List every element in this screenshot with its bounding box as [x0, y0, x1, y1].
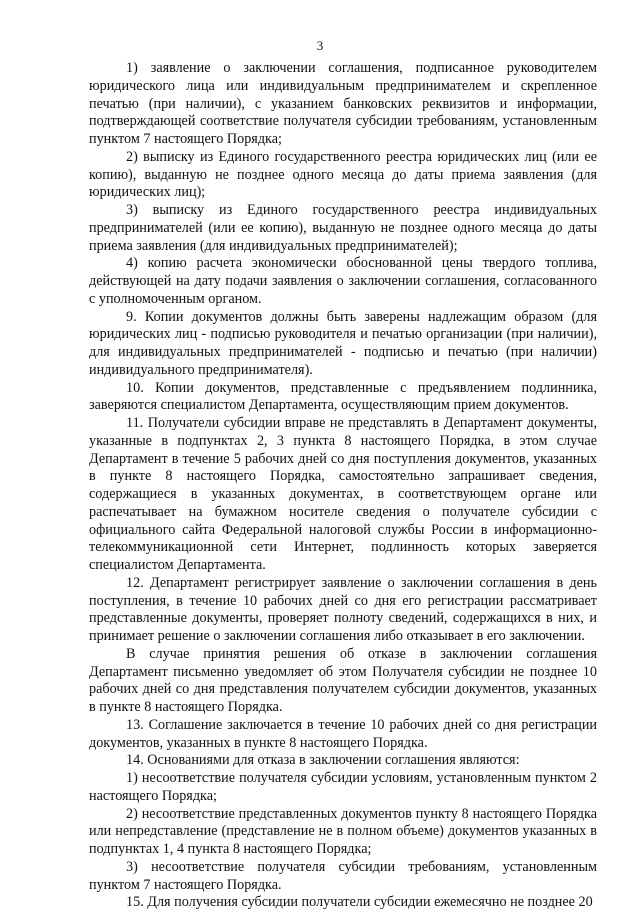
paragraph: 9. Копии документов должны быть заверены надлежащим образом (для юридических лиц - подписью руководителя и печатью организации (при наличии), для индивидуальных предпринимателей - подписью и печатью (при наличии) индивидуального предпринимателя). — [89, 308, 597, 378]
paragraph: 1) несоответствие получателя субсидии условиям, установленным пунктом 2 настоящего Порядка; — [89, 770, 597, 804]
paragraph: В случае принятия решения об отказе в заключении соглашения Департамент письменно уведомляет об этом Получателя субсидии не позднее 10 рабочих дней со дня представления получателем субсидии документов, указанных в пункте 8 настоящего Порядка. — [89, 645, 597, 715]
document-body — [89, 60, 597, 912]
paragraph: 3) несоответствие получателя субсидии требованиям, установленным пунктом 7 настоящего Порядка. — [89, 858, 597, 893]
paragraph: 1) заявление о заключении соглашения, подписанное руководителем юридического лица или индивидуальным предпринимателем и скрепленное печатью (при наличии), с указанием банковских реквизитов и информации, подтверждающей соответствие получателя субсидии требованиям, установленным пунктом 7 настоящего Порядка; — [89, 60, 597, 147]
paragraph: 2) выписку из Единого государственного реестра юридических лиц (или ее копию), выданную не позднее одного месяца до даты приема заявления (для юридических лиц); — [89, 148, 597, 201]
paragraph: 14. Основаниями для отказа в заключении соглашения являются: — [126, 752, 520, 769]
page-number: 3 — [316, 38, 324, 53]
paragraph: 15. Для получения субсидии получатели субсидии ежемесячно не позднее 20 — [126, 894, 593, 911]
paragraph: 10. Копии документов, представленные с предъявлением подлинника, заверяются специалистом Департамента, осуществляющим прием документов. — [89, 379, 597, 414]
paragraph: 3) выписку из Единого государственного реестра индивидуальных предпринимателей (или ее копию), выданную не позднее одного месяца до даты приема заявления (для индивидуальных предпринимателей); — [89, 202, 597, 254]
paragraph: 12. Департамент регистрирует заявление о заключении соглашения в день поступления, в течение 10 рабочих дней со дня его регистрации рассматривает представленные документы, проверяет полноту сведений, содержащихся в них, и принимает решение о заключении соглашения либо отказывает в его заключении. — [89, 574, 597, 644]
paragraph: 11. Получатели субсидии вправе не представлять в Департамент документы, указанные в подпунктах 2, 3 пункта 8 настоящего Порядка, в этом случае Департамент в течение 5 рабочих дней со дня поступления документов, указанных в пункте 8 настоящего Порядка, самостоятельно запрашивает сведения, содержащиеся в указанных документах, в соответствующем органе или распечатывает на бумажном носителе сведения о получателе субсидии с официального сайта Федеральной налоговой службы России в информационно-телекоммуникационной сети Интернет, подлинность которых заверяется специалистом Департамента. — [89, 415, 597, 573]
paragraph: 13. Соглашение заключается в течение 10 рабочих дней со дня регистрации документов, указанных в пункте 8 настоящего Порядка. — [89, 716, 597, 751]
paragraph: 2) несоответствие представленных документов пункту 8 настоящего Порядка или непредставление (представление не в полном объеме) документов указанных в подпунктах 1, 4 пункта 8 настоящего Порядка; — [89, 805, 597, 857]
paragraph: 4) копию расчета экономически обоснованной цены твердого топлива, действующей на дату подачи заявления о заключении соглашения, согласованного с уполномоченным органом. — [89, 255, 597, 307]
